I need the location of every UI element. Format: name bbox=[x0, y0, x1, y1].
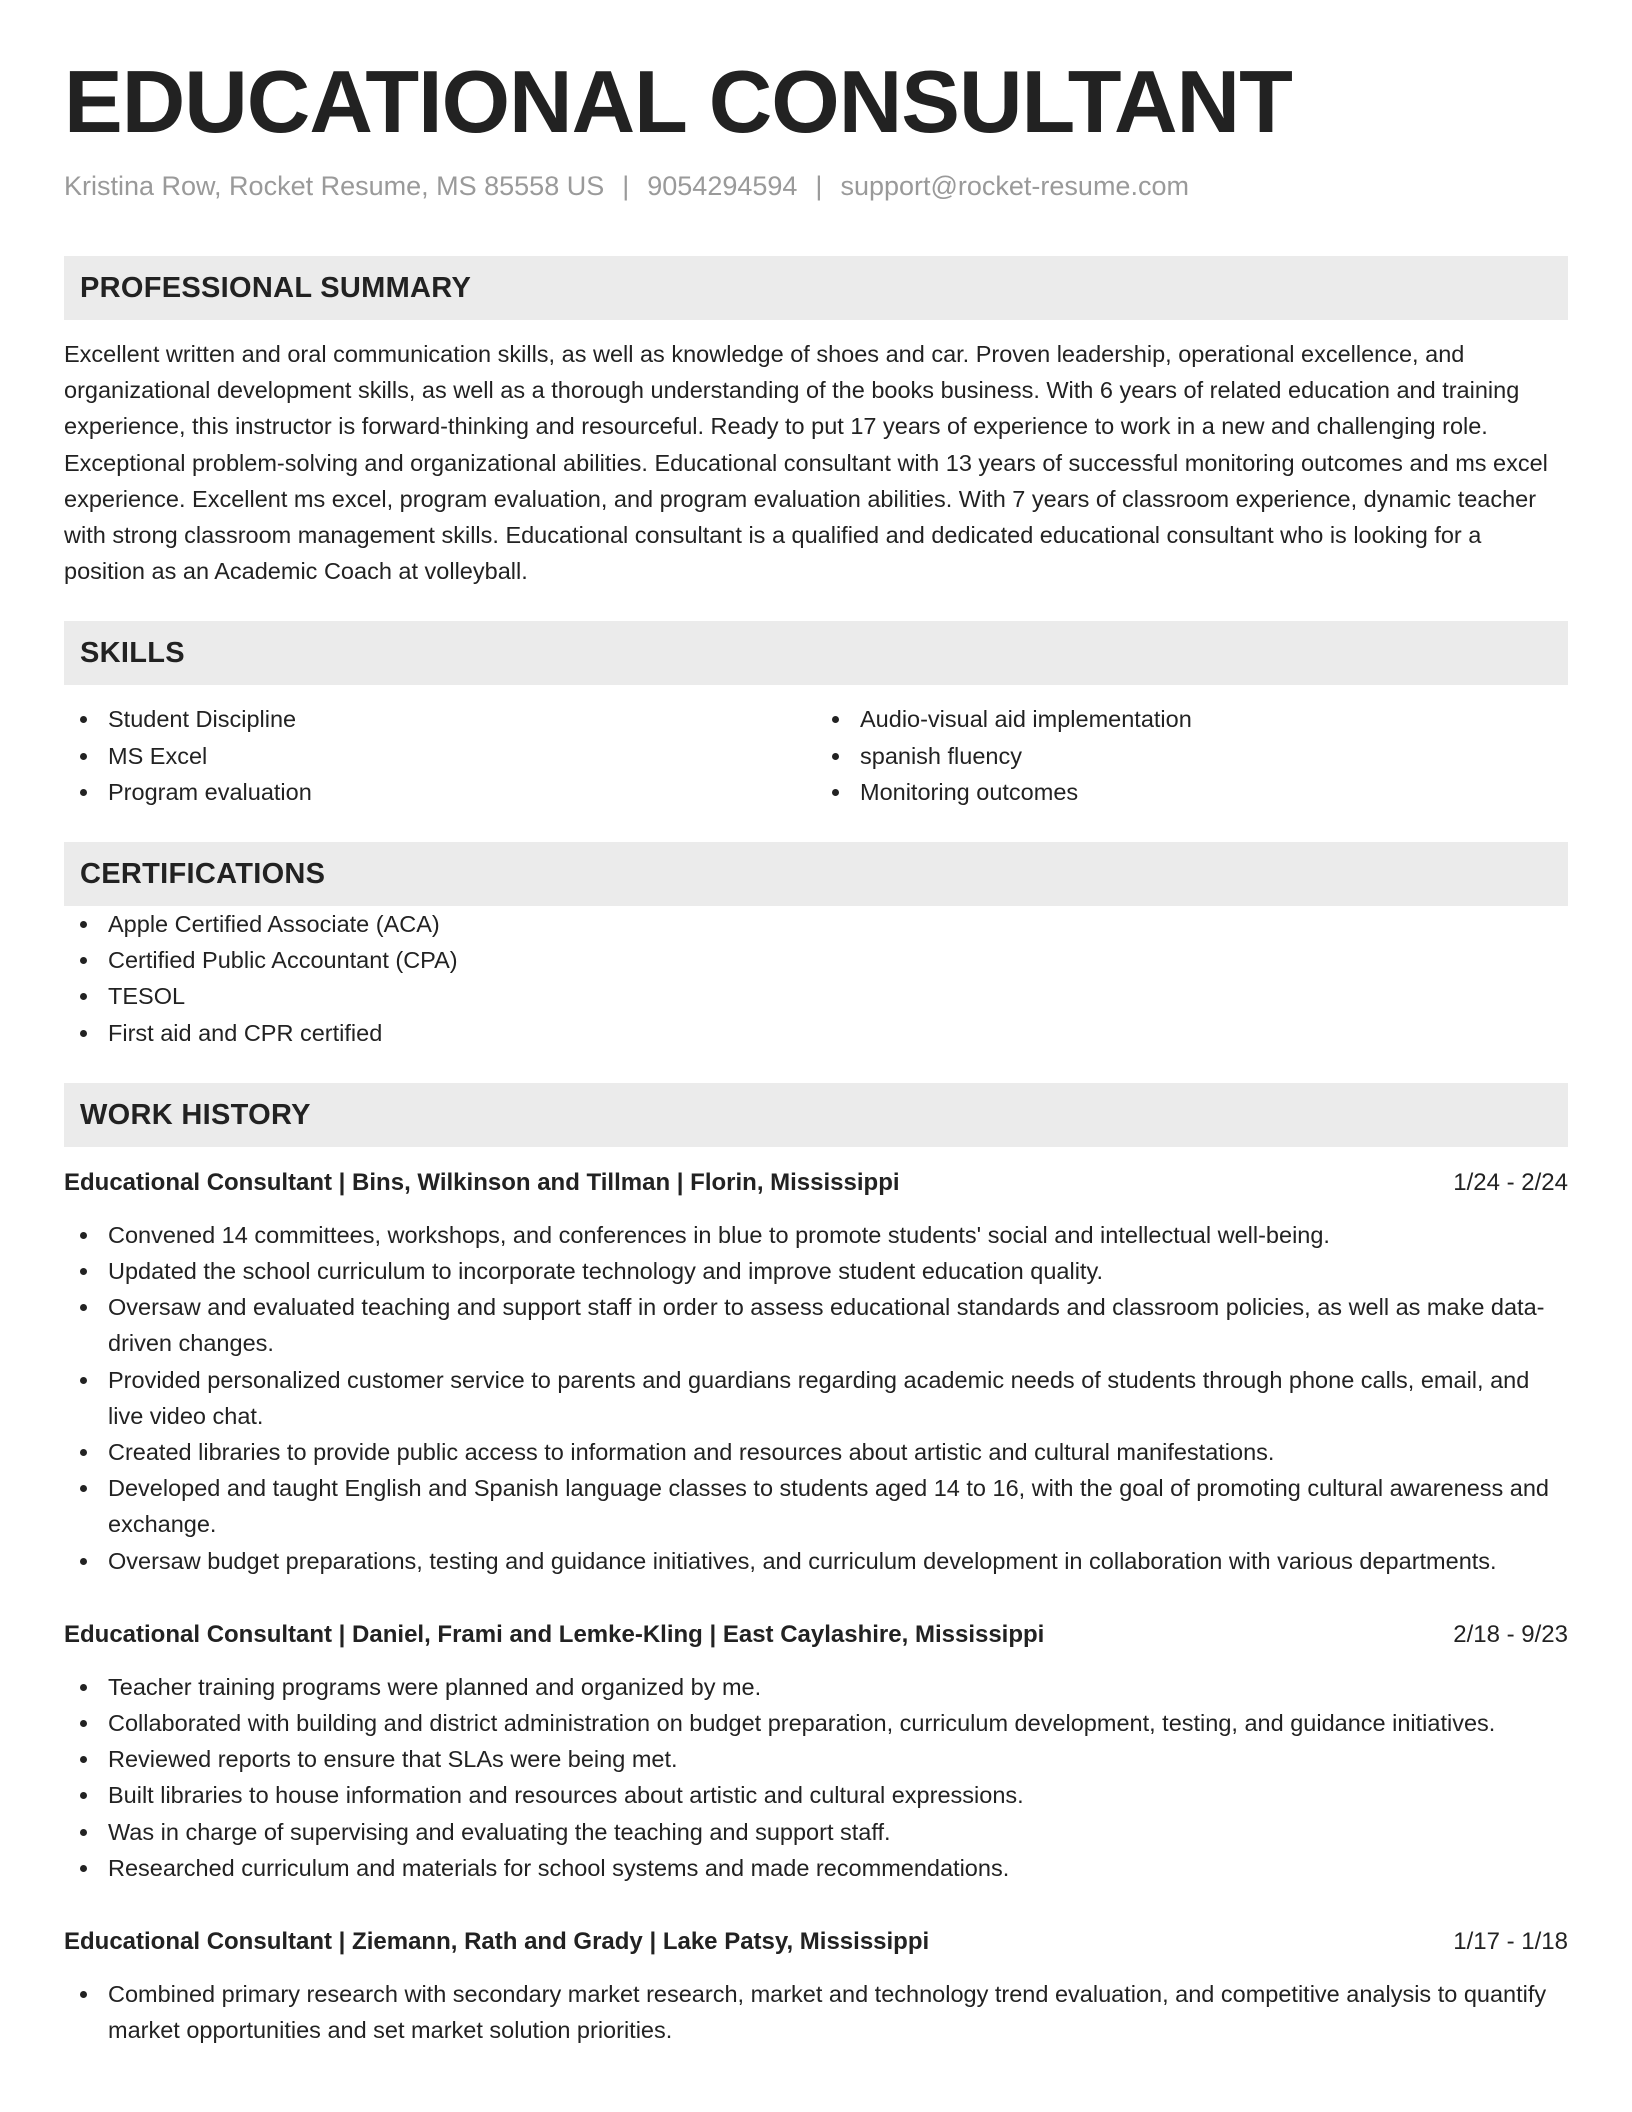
job-dates: 2/18 - 9/23 bbox=[1453, 1620, 1568, 1648]
job-entry bbox=[64, 1617, 1568, 1886]
resume-title: EDUCATIONAL CONSULTANT bbox=[64, 52, 1292, 151]
skills-list-right bbox=[816, 701, 1568, 810]
job-bullet: Combined primary research with secondary market research, market and technology trend evaluation, and competitive analysis to quantify market opportunities and set market solution priorities. bbox=[64, 1976, 1568, 2048]
job-bullet: Developed and taught English and Spanish language classes to students aged 14 to 16, with the goal of promoting cultural awareness and exchange. bbox=[64, 1470, 1568, 1542]
job-bullet: Reviewed reports to ensure that SLAs were being met. bbox=[64, 1741, 1568, 1777]
contact-separator: | bbox=[815, 171, 823, 201]
contact-address: Kristina Row, Rocket Resume, MS 85558 US bbox=[64, 171, 605, 201]
contact-email: support@rocket-resume.com bbox=[840, 171, 1189, 201]
job-bullet: Oversaw and evaluated teaching and support staff in order to assess educational standards and classroom policies, as well as make data-driven changes. bbox=[64, 1289, 1568, 1361]
job-bullets bbox=[64, 1669, 1568, 1886]
certifications-list bbox=[64, 906, 1568, 1051]
job-bullet: Convened 14 committees, workshops, and conferences in blue to promote students' social and intellectual well-being. bbox=[64, 1217, 1568, 1253]
job-bullet: Provided personalized customer service to parents and guardians regarding academic needs of students through phone calls, email, and live video chat. bbox=[64, 1362, 1568, 1434]
job-dates: 1/24 - 2/24 bbox=[1453, 1168, 1568, 1196]
skill-item: spanish fluency bbox=[816, 738, 1568, 774]
job-bullet: Collaborated with building and district administration on budget preparation, curriculum development, testing, and guidance initiatives. bbox=[64, 1705, 1568, 1741]
contact-line bbox=[64, 168, 1568, 204]
job-header bbox=[64, 1617, 1568, 1653]
summary-section bbox=[64, 256, 1568, 589]
section-header-summary: PROFESSIONAL SUMMARY bbox=[64, 256, 1568, 320]
certification-item: Apple Certified Associate (ACA) bbox=[64, 906, 1568, 942]
job-bullet: Researched curriculum and materials for school systems and made recommendations. bbox=[64, 1850, 1568, 1886]
section-header-skills: SKILLS bbox=[64, 621, 1568, 685]
work-history-section bbox=[64, 1083, 1568, 2049]
section-header-certifications: CERTIFICATIONS bbox=[64, 842, 1568, 906]
skill-item: Audio-visual aid implementation bbox=[816, 701, 1568, 737]
skills-section bbox=[64, 621, 1568, 810]
job-bullet: Built libraries to house information and resources about artistic and cultural expressions. bbox=[64, 1777, 1568, 1813]
skill-item: MS Excel bbox=[64, 738, 816, 774]
job-entry bbox=[64, 1165, 1568, 1579]
skills-list-left bbox=[64, 701, 816, 810]
job-bullets bbox=[64, 1976, 1568, 2048]
certification-item: First aid and CPR certified bbox=[64, 1015, 1568, 1051]
skill-item: Student Discipline bbox=[64, 701, 816, 737]
job-title-line: Educational Consultant | Ziemann, Rath and Grady | Lake Patsy, Mississippi bbox=[64, 1928, 930, 1956]
job-title-line: Educational Consultant | Daniel, Frami and Lemke-Kling | East Caylashire, Mississippi bbox=[64, 1620, 1045, 1648]
certification-item: TESOL bbox=[64, 978, 1568, 1014]
job-bullet: Updated the school curriculum to incorporate technology and improve student education quality. bbox=[64, 1253, 1568, 1289]
certifications-section bbox=[64, 842, 1568, 1051]
job-title-line: Educational Consultant | Bins, Wilkinson and Tillman | Florin, Mississippi bbox=[64, 1168, 900, 1196]
skill-item: Program evaluation bbox=[64, 774, 816, 810]
job-bullet: Teacher training programs were planned and organized by me. bbox=[64, 1669, 1568, 1705]
job-bullet: Was in charge of supervising and evaluating the teaching and support staff. bbox=[64, 1814, 1568, 1850]
summary-text: Excellent written and oral communication skills, as well as knowledge of shoes and car. Proven leadership, operational excellence, and organizational development skills, as well as a thorough understanding of the books business. With 6 years of related education and training experience, this instructor is forward-thinking and resourceful. Ready to put 17 years of experience to work in a new and challenging role. Exceptional problem-solving and organizational abilities. Educational consultant with 13 years of successful monitoring outcomes and ms excel experience. Excellent ms excel, program evaluation, and program evaluation abilities. With 7 years of classroom experience, dynamic teacher with strong classroom management skills. Educational consultant is a qualified and dedicated educational consultant who is looking for a position as an Academic Coach at volleyball. bbox=[64, 341, 1548, 585]
contact-separator: | bbox=[622, 171, 630, 201]
job-bullet: Oversaw budget preparations, testing and guidance initiatives, and curriculum development in collaboration with various departments. bbox=[64, 1543, 1568, 1579]
section-header-work-history: WORK HISTORY bbox=[64, 1083, 1568, 1147]
skills-columns bbox=[64, 701, 1568, 810]
skill-item: Monitoring outcomes bbox=[816, 774, 1568, 810]
certification-item: Certified Public Accountant (CPA) bbox=[64, 942, 1568, 978]
job-bullet: Created libraries to provide public access to information and resources about artistic and cultural manifestations. bbox=[64, 1434, 1568, 1470]
contact-phone: 9054294594 bbox=[647, 171, 798, 201]
job-header bbox=[64, 1924, 1568, 1960]
job-dates: 1/17 - 1/18 bbox=[1453, 1928, 1568, 1956]
job-bullets bbox=[64, 1217, 1568, 1579]
job-entry bbox=[64, 1924, 1568, 2048]
job-header bbox=[64, 1165, 1568, 1201]
